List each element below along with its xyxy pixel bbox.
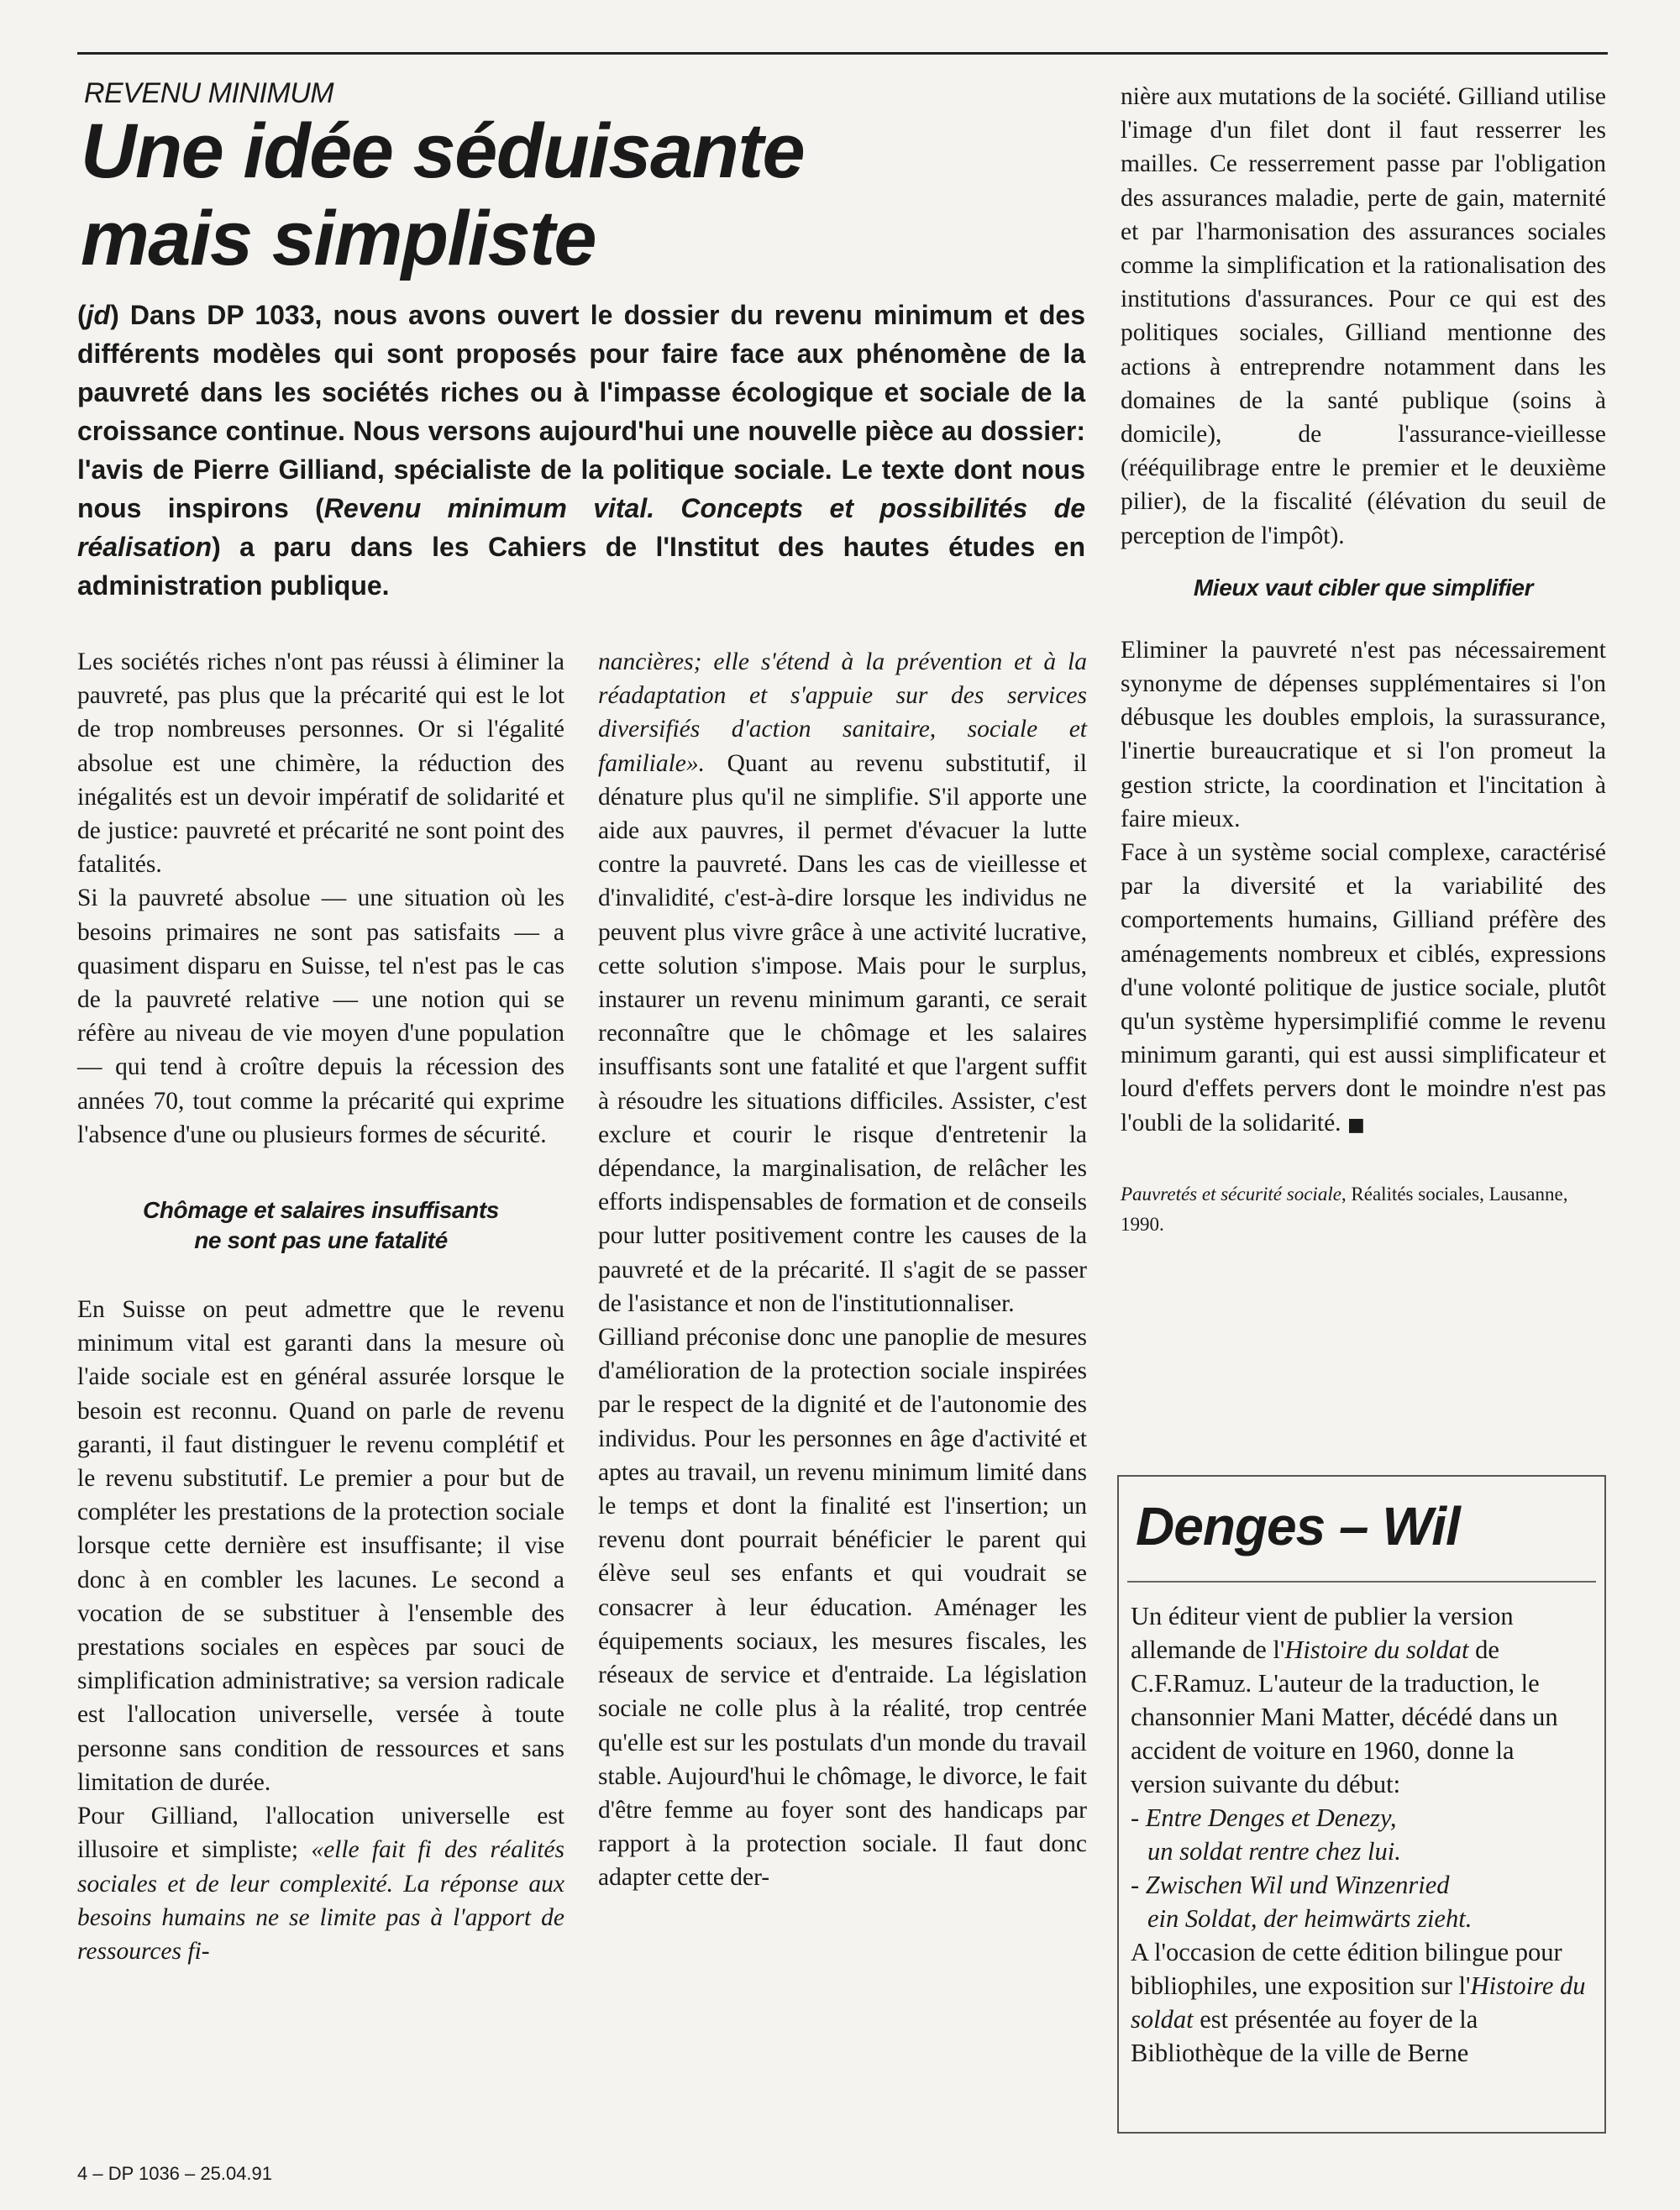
paragraph-text: Face à un système social complexe, caractérisé par la diversité et la variabilité des comportements humains, Gilliand préfère des aménagements nombreux et ciblés, expressions d'une volonté politique de justice sociale, plutôt qu'un système hypersimplifié comme le revenu minimum garanti, qui est aussi simplificateur et lourd d'effets pervers dont le moindre n'est pas l'oubli de la solidarité. [1121, 839, 1606, 1136]
column-3 [1121, 80, 1606, 1240]
paragraph-text: Pour Gilliand, l'allocation universelle est illusoire et simpliste; [77, 1803, 564, 1864]
paragraph: Eliminer la pauvreté n'est pas nécessairement synonyme de dépenses supplémentaires si l'on débusque les doubles emplois, la surassurance, l'inertie bureaucratique et si l'on promeut la gestion stricte, la coordination et l'incitation à faire mieux. [1121, 636, 1606, 832]
verse-line: - Zwischen Wil und Winzenried [1131, 1871, 1450, 1899]
headline-line-1: Une idée séduisante [81, 108, 805, 194]
article-headline [81, 108, 1089, 282]
paragraph: Si la pauvreté absolue — une situation où les besoins primaires ne sont pas satisfaits — a quasiment disparu en Suisse, tel n'est pas le cas de la pauvreté relative — une notion qui se réfère au niveau de vie moyen d'une population — qui tend à croître depuis la récession des années 70, tout comme la précarité qui exprime l'absence d'une ou plusieurs formes de sécurité. [77, 885, 564, 1148]
sidebar-box [1117, 1475, 1606, 2134]
quote-text: nancières; elle s'étend à la prévention et à la réadaptation et s'appuie sur des services diversifiés d'action sanitaire, sociale et familiale». [598, 648, 1087, 777]
paragraph-text: Quant au revenu substitutif, il dénature plus qu'il ne simplifie. S'il apporte une aide aux pauvres, il permet d'évacuer la lutte contre la pauvreté. Dans les cas de vieillesse et d'invalidité, c'est-à-dire lorsque les individus ne peuvent plus vivre grâce à une activité lucrative, cette solution s'impose. Mais pour le surplus, instaurer un revenu minimum garanti, ce serait reconnaître que le chômage et les salaires insuffisants sont une fatalité et que l'argent suffit à résoudre les situations difficiles. Assister, c'est exclure et courir le risque d'entretenir la dépendance, la marginalisation, de relâcher les efforts indispensables de formation et de conseils pour lutter positivement contre les causes de la pauvreté et de la précarité. Il s'agit de se passer de l'asistance et non de l'institutionnaliser. [598, 749, 1087, 1317]
work-title: Histoire du soldat [1284, 1635, 1469, 1664]
paragraph [598, 645, 1087, 1320]
column-1 [77, 645, 564, 1968]
box-paragraph [1131, 1935, 1594, 2070]
work-title: Histoire du soldat [1131, 1971, 1586, 2034]
box-title: Denges – Wil [1136, 1496, 1460, 1556]
paragraph: Gilliand préconise donc une panoplie de mesures d'amélioration de la protection sociale inspirées par le respect de la dignité et de l'autonomie des individus. Pour les personnes en âge d'activité et aptes au travail, un revenu minimum limité dans le temps et dont la finalité est l'insertion; un revenu dont pourrait bénéficier le parent qui élève seul ses enfants et qui voudrait se consacrer à leur éducation. Aménager les équipements sociaux, les mesures fiscales, les réseaux de service et d'entraide. La législation sociale ne colle plus à la réalité, trop centrée qu'elle est sur les postulats d'un monde du travail stable. Aujourd'hui le chômage, le divorce, le fait d'être femme au foyer sont des handicaps par rapport à la protection sociale. Il faut donc adapter cette der- [598, 1324, 1087, 1892]
end-mark: ■ [1347, 1114, 1365, 1136]
subheading-line: ne sont pas une fatalité [194, 1227, 448, 1254]
box-body [1131, 1599, 1594, 2070]
box-text: est présentée au foyer de la Bibliothèque de la ville de Berne [1131, 2005, 1478, 2067]
box-divider [1127, 1581, 1596, 1583]
box-text: Un éditeur vient de publier la version allemande de l' [1131, 1602, 1514, 1664]
author-tag: jd [86, 300, 111, 330]
lead-source-title: Revenu minimum vital. Concepts et possibilités de réalisation [77, 493, 1085, 562]
paragraph [77, 1799, 564, 1968]
box-text: A l'occasion de cette édition bilingue pour bibliophiles, une exposition sur l' [1131, 1938, 1562, 2000]
bibliography [1121, 1179, 1606, 1240]
headline-line-2: mais simpliste [81, 196, 596, 281]
subheading-chomage [77, 1195, 564, 1256]
page-footer: 4 – DP 1036 – 25.04.91 [77, 2163, 273, 2184]
box-text: de C.F.Ramuz. L'auteur de la traduction, le chansonnier Mani Matter, décédé dans un accident de voiture en 1960, donne la version suivante du début: [1131, 1635, 1558, 1798]
verse-line: - Entre Denges et Denezy, [1131, 1803, 1397, 1832]
lead-text-1: Dans DP 1033, nous avons ouvert le dossier du revenu minimum et des différents modèles qui sont proposés pour faire face aux phénomène de la pauvreté dans les sociétés riches ou à l'impasse écologique et sociale de la croissance continue. Nous versons aujourd'hui une nouvelle pièce au dossier: l'avis de Pierre Gilliand, spécialiste de la politique sociale. Le texte dont nous nous inspirons ( [77, 300, 1086, 523]
verse-line: un soldat rentre chez lui. [1147, 1837, 1401, 1866]
section-kicker: REVENU MINIMUM [84, 77, 334, 109]
biblio-title: Pauvretés et sécurité sociale [1121, 1183, 1341, 1205]
subheading-cibler: Mieux vaut cibler que simplifier [1193, 574, 1534, 601]
column-2 [598, 645, 1087, 1895]
top-rule [77, 52, 1608, 55]
paragraph [1121, 836, 1606, 1142]
verse-line: ein Soldat, der heimwärts zieht. [1147, 1904, 1473, 1933]
subheading-line: Chômage et salaires insuffisants [143, 1197, 499, 1224]
quote-text: «elle fait fi des réalités sociales et de leur complexité. La réponse aux besoins humains ne se limite pas à l'apport de ressources fi- [77, 1836, 564, 1965]
verse-quote [1131, 1801, 1594, 1935]
box-paragraph [1131, 1599, 1594, 1801]
article-lead: (jd) Dans DP 1033, nous avons ouvert le dossier du revenu minimum et des différents modèles qui sont proposés pour faire face aux phénomène de la pauvreté dans les sociétés riches ou à l'impasse écologique et sociale de la croissance continue. Nous versons aujourd'hui une nouvelle pièce au dossier: l'avis de Pierre Gilliand, spécialiste de la politique sociale. Le texte dont nous nous inspirons (Revenu minimum vital. Concepts et possibilités de réalisation) a paru dans les Cahiers de l'Institut des hautes études en administration publique. [77, 300, 1086, 601]
paragraph: nière aux mutations de la société. Gilliand utilise l'image d'un filet dont il faut resserrer les mailles. Ce resserrement passe par l'obligation des assurances maladie, perte de gain, maternité et par l'harmonisation des assurances sociales comme la simplification et la rationalisation des institutions d'assurances. Pour ce qui est des politiques sociales, Gilliand mentionne des actions à entreprendre notamment dans les domaines de la santé publique (soins à domicile), de l'assurance-vieillesse (rééquilibrage entre le premier et le deuxième pilier), de la fiscalité (élévation du seuil de perception de l'impôt). [1121, 83, 1606, 549]
paragraph: En Suisse on peut admettre que le revenu minimum vital est garanti dans la mesure où l'aide sociale est en général assurée lorsque le besoin est reconnu. Quand on parle de revenu garanti, il faut distinguer le revenu complétif et le revenu substitutif. Le premier a pour but de compléter les prestations de la protection sociale lorsque cette dernière est insuffisante; il vise donc à en combler les lacunes. Le second a vocation de se substituer à l'ensemble des prestations sociales en espèces par souci de simplification administrative; sa version radicale est l'allocation universelle, versée à toute personne sans condition de ressources et sans limitation de durée. [77, 1296, 564, 1796]
lead-text-2: ) a paru dans les Cahiers de l'Institut des hautes études en administration publique. [77, 532, 1085, 601]
paragraph: Les sociétés riches n'ont pas réussi à éliminer la pauvreté, pas plus que la précarité qui est le lot de trop nombreuses personnes. Or si l'égalité absolue est une chimère, la réduction des inégalités est un devoir impératif de solidarité et de justice: pauvreté et précarité ne sont point des fatalités. [77, 648, 564, 879]
biblio-details: , Réalités sociales, Lausanne, 1990. [1121, 1183, 1568, 1235]
